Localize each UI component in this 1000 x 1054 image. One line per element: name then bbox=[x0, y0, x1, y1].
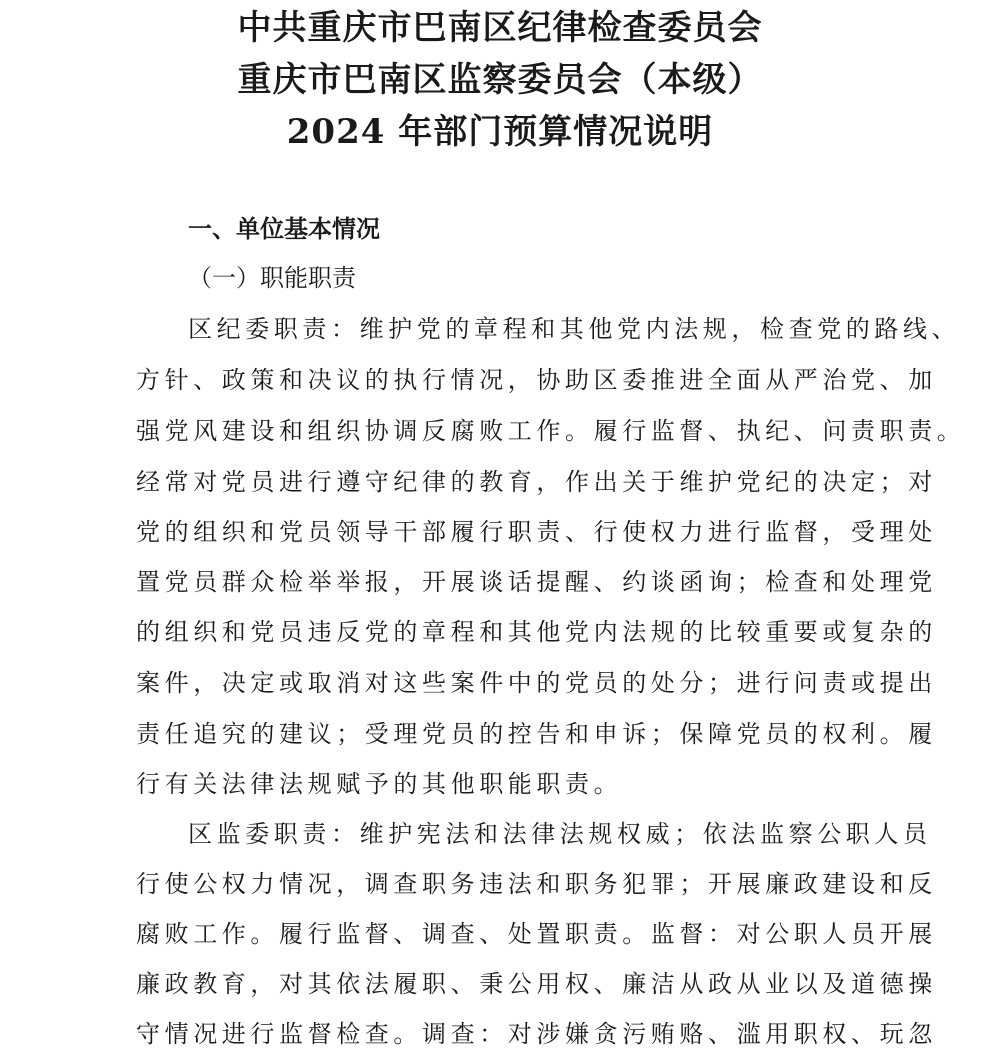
section-heading: 一、单位基本情况 bbox=[188, 215, 380, 243]
paragraph-2-line: 守情况进行监督检查。调查：对涉嫌贪污贿赂、滥用职权、玩忽 bbox=[136, 1020, 937, 1048]
document-title bbox=[0, 2, 1000, 158]
title-line-3: 2024 年部门预算情况说明 bbox=[286, 112, 714, 152]
paragraph-1-line: 党的组织和党员领导干部履行职责、行使权力进行监督，受理处 bbox=[136, 518, 937, 546]
paragraph-1-line: 行有关法律法规赋予的其他职能职责。 bbox=[136, 770, 623, 798]
paragraph-2-line: 腐败工作。履行监督、调查、处置职责。监督：对公职人员开展 bbox=[136, 920, 937, 948]
title-line-2: 重庆市巴南区监察委员会（本级） bbox=[237, 60, 763, 100]
paragraph-2-line: 廉政教育，对其依法履职、秉公用权、廉洁从政从业以及道德操 bbox=[136, 970, 937, 998]
title-line-1: 中共重庆市巴南区纪律检查委员会 bbox=[237, 8, 763, 48]
paragraph-1-line: 案件，决定或取消对这些案件中的党员的处分；进行问责或提出 bbox=[136, 669, 937, 697]
paragraph-1-line: 责任追究的建议；受理党员的控告和申诉；保障党员的权利。履 bbox=[136, 720, 937, 748]
paragraph-1-line: 方针、政策和决议的执行情况，协助区委推进全面从严治党、加 bbox=[136, 366, 937, 394]
paragraph-1-line: 区纪委职责：维护党的章程和其他党内法规，检查党的路线、 bbox=[188, 315, 961, 343]
paragraph-2-line: 区监委职责：维护宪法和法律法规权威；依法监察公职人员 bbox=[188, 820, 932, 848]
paragraph-1-line: 置党员群众检举举报，开展谈话提醒、约谈函询；检查和处理党 bbox=[136, 568, 937, 596]
subheading-duties: （一）职能职责 bbox=[188, 264, 356, 292]
paragraph-2-line: 行使公权力情况，调查职务违法和职务犯罪；开展廉政建设和反 bbox=[136, 870, 937, 898]
paragraph-1-line: 强党风建设和组织协调反腐败工作。履行监督、执纪、问责职责。 bbox=[136, 417, 966, 445]
paragraph-1-line: 经常对党员进行遵守纪律的教育，作出关于维护党纪的决定；对 bbox=[136, 468, 937, 496]
paragraph-1-line: 的组织和党员违反党的章程和其他党内法规的比较重要或复杂的 bbox=[136, 618, 937, 646]
